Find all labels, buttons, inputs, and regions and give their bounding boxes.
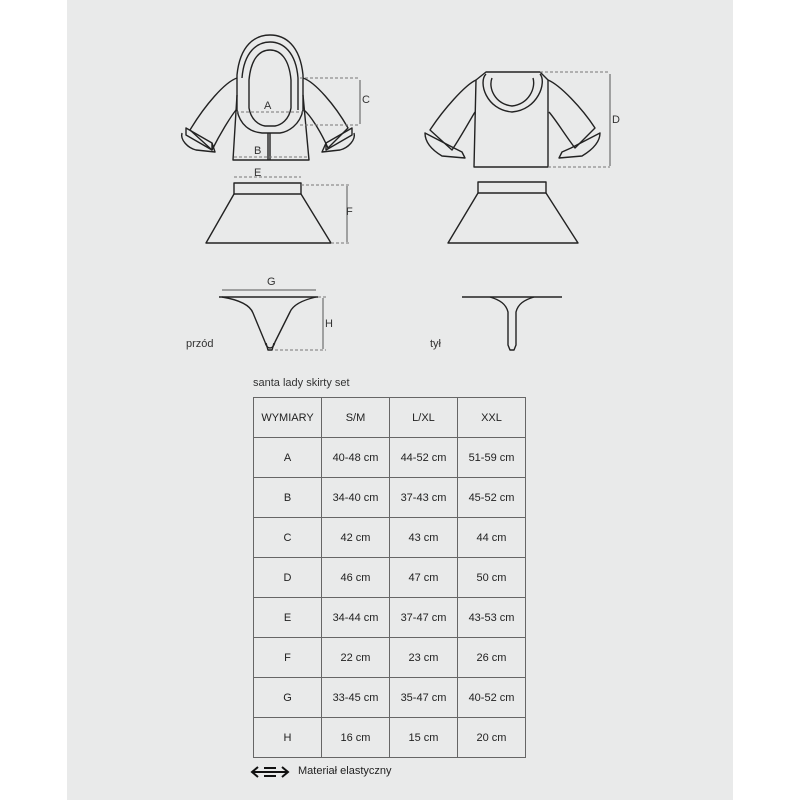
table-cell: 22 cm (322, 638, 390, 678)
header-cell: S/M (322, 398, 390, 438)
front-thong-drawing (219, 297, 318, 350)
back-top-drawing (425, 72, 600, 167)
table-cell: 40-52 cm (458, 678, 526, 718)
dimension-label-g: G (267, 276, 276, 288)
table-cell: 34-44 cm (322, 598, 390, 638)
table-cell: 50 cm (458, 558, 526, 598)
dimension-label-d: D (612, 114, 620, 126)
dimension-label-h: H (325, 318, 333, 330)
dimension-label-c: C (362, 94, 370, 106)
table-row (254, 558, 526, 598)
table-cell: 34-40 cm (322, 478, 390, 518)
table-cell: 20 cm (458, 718, 526, 758)
back-thong-drawing (462, 297, 562, 350)
table-cell: 35-47 cm (390, 678, 458, 718)
table-cell: 16 cm (322, 718, 390, 758)
size-table (253, 397, 526, 758)
table-cell: A (254, 438, 322, 478)
table-cell: H (254, 718, 322, 758)
table-cell: D (254, 558, 322, 598)
table-cell: B (254, 478, 322, 518)
table-cell: 45-52 cm (458, 478, 526, 518)
dimension-label-f: F (346, 206, 353, 218)
table-cell: 23 cm (390, 638, 458, 678)
front-view-label: przód (186, 338, 214, 350)
front-skirt-drawing (206, 183, 331, 243)
table-cell: 26 cm (458, 638, 526, 678)
table-cell: C (254, 518, 322, 558)
header-cell: L/XL (390, 398, 458, 438)
table-cell: 37-43 cm (390, 478, 458, 518)
back-skirt-drawing (448, 182, 578, 243)
dimension-label-e: E (254, 167, 262, 179)
table-cell: 33-45 cm (322, 678, 390, 718)
legend-text: Materiał elastyczny (298, 765, 392, 777)
header-cell: WYMIARY (254, 398, 322, 438)
table-cell: 42 cm (322, 518, 390, 558)
table-cell: 43-53 cm (458, 598, 526, 638)
table-row (254, 438, 526, 478)
table-row (254, 518, 526, 558)
legend (250, 765, 392, 777)
table-cell: F (254, 638, 322, 678)
table-cell: E (254, 598, 322, 638)
table-header-row (254, 398, 526, 438)
table-cell: 37-47 cm (390, 598, 458, 638)
dimension-label-b: B (254, 145, 262, 157)
table-row (254, 478, 526, 518)
table-cell: 15 cm (390, 718, 458, 758)
table-cell: G (254, 678, 322, 718)
table-cell: 51-59 cm (458, 438, 526, 478)
table-row (254, 718, 526, 758)
table-cell: 46 cm (322, 558, 390, 598)
table-row (254, 598, 526, 638)
table-cell: 44-52 cm (390, 438, 458, 478)
table-cell: 40-48 cm (322, 438, 390, 478)
table-cell: 47 cm (390, 558, 458, 598)
dimension-label-a: A (264, 100, 272, 112)
front-hood-top-drawing (182, 35, 355, 160)
header-cell: XXL (458, 398, 526, 438)
back-view-label: tył (430, 338, 441, 350)
table-row (254, 678, 526, 718)
table-cell: 43 cm (390, 518, 458, 558)
table-title: santa lady skirty set (253, 377, 350, 389)
table-cell: 44 cm (458, 518, 526, 558)
table-row (254, 638, 526, 678)
